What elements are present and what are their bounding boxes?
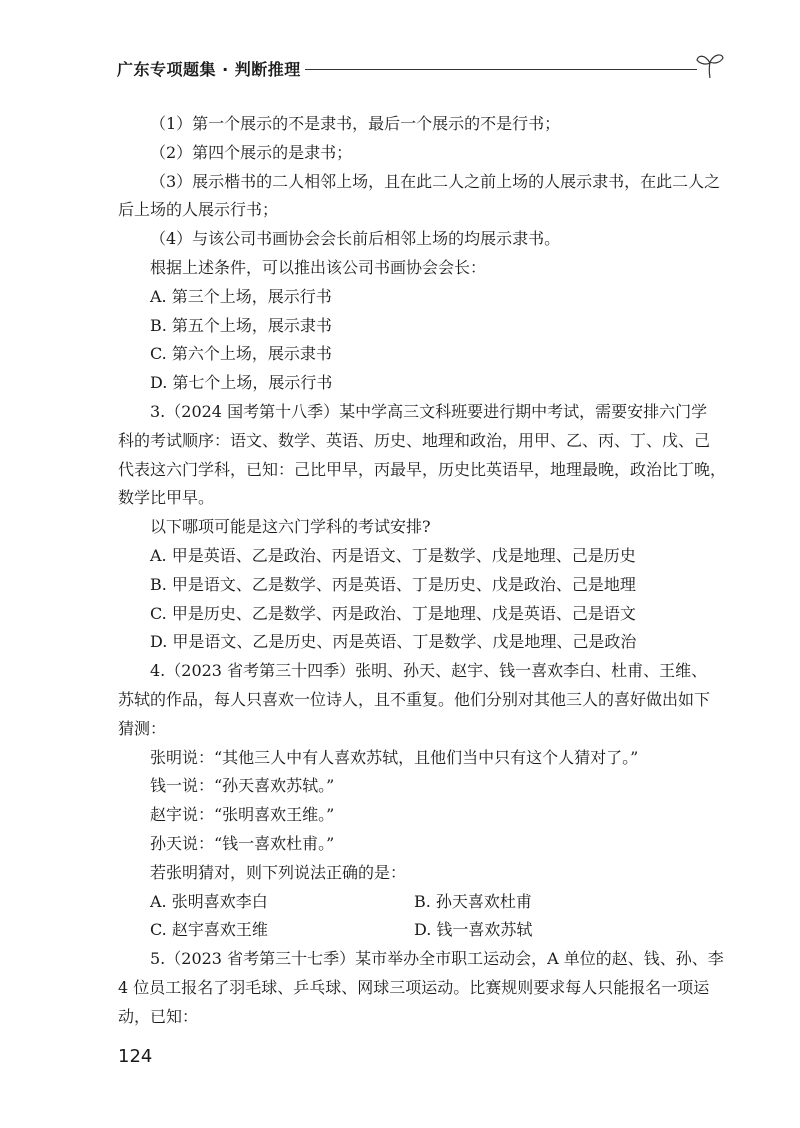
q2-condition-1: （1）第一个展示的不是隶书，最后一个展示的不是行书； bbox=[150, 114, 561, 133]
q3-option-b: B. 甲是语文、乙是数学、丙是英语、丁是历史、戊是政治、己是地理 bbox=[150, 574, 636, 594]
sprout-icon bbox=[695, 50, 725, 80]
q4-option-a: A. 张明喜欢李白 bbox=[150, 891, 268, 911]
q2-option-b: B. 第五个上场，展示隶书 bbox=[150, 315, 332, 335]
q2-condition-2: （2）第四个展示的是隶书； bbox=[150, 142, 353, 162]
q2-option-a: A. 第三个上场，展示行书 bbox=[150, 286, 332, 306]
q4-option-c: C. 赵宇喜欢王维 bbox=[150, 920, 268, 940]
q4-statement-2: 钱一说：“孙天喜欢苏轼。” bbox=[150, 776, 335, 796]
q3-option-a: A. 甲是英语、乙是政治、丙是语文、丁是数学、戊是地理、己是历史 bbox=[150, 545, 636, 565]
page-number: 124 bbox=[118, 1046, 153, 1067]
q4-stem-line-1: 4.（2023 省考第三十四季）张明、孙天、赵宇、钱一喜欢李白、杜甫、王维、 bbox=[150, 661, 708, 681]
q4-stem-line-3: 猜测： bbox=[118, 718, 167, 738]
q4-option-d: D. 钱一喜欢苏轼 bbox=[414, 920, 533, 940]
q5-stem-line-3: 动，已知： bbox=[118, 1006, 199, 1026]
q4-statement-4: 孙天说：“钱一喜欢杜甫。” bbox=[150, 833, 335, 853]
q3-option-d: D. 甲是语文、乙是历史、丙是英语、丁是数学、戊是地理、己是政治 bbox=[150, 632, 637, 652]
q2-option-d: D. 第七个上场，展示行书 bbox=[150, 373, 333, 393]
q4-stem-line-2: 苏轼的作品，每人只喜欢一位诗人，且不重复。他们分别对其他三人的喜好做出如下 bbox=[118, 689, 711, 709]
q4-statement-3: 赵宇说：“张明喜欢王维。” bbox=[150, 805, 335, 825]
q3-stem-line-4: 数学比甲早。 bbox=[118, 488, 215, 508]
q3-stem-line-2: 科的考试顺序：语文、数学、英语、历史、地理和政治，用甲、乙、丙、丁、戊、己 bbox=[118, 430, 711, 450]
q4-options-row-1 bbox=[118, 888, 678, 917]
q4-options-row-2 bbox=[118, 916, 678, 945]
q2-condition-4: （4）与该公司书画协会会长前后相邻上场的均展示隶书。 bbox=[150, 229, 561, 249]
q4-question: 若张明猜对，则下列说法正确的是： bbox=[150, 862, 407, 882]
q2-condition-3-line-1: （3）展示楷书的二人相邻上场，且在此二人之前上场的人展示隶书，在此二人之 bbox=[150, 171, 721, 191]
q5-stem-line-2: 4 位员工报名了羽毛球、乒乓球、网球三项运动。比赛规则要求每人只能报名一项运 bbox=[118, 977, 710, 997]
q3-option-c: C. 甲是历史、乙是数学、丙是政治、丁是地理、戊是英语、己是语文 bbox=[150, 603, 636, 623]
q3-stem-line-1: 3.（2024 国考第十八季）某中学高三文科班要进行期中考试，需要安排六门学 bbox=[150, 401, 708, 421]
q2-option-c: C. 第六个上场，展示隶书 bbox=[150, 344, 332, 364]
q2-question: 根据上述条件，可以推出该公司书画协会会长： bbox=[150, 257, 487, 277]
q5-stem-line-1: 5.（2023 省考第三十七季）某市举办全市职工运动会，A 单位的赵、钱、孙、李 bbox=[150, 949, 724, 969]
q2-condition-3-line-2: 后上场的人展示行书； bbox=[118, 200, 279, 220]
q3-question: 以下哪项可能是这六门学科的考试安排? bbox=[150, 517, 431, 537]
q3-stem-line-3: 代表这六门学科，已知：己比甲早，丙最早，历史比英语早，地理最晚，政治比丁晚， bbox=[118, 459, 727, 479]
page-body bbox=[118, 110, 727, 1032]
q4-option-b: B. 孙天喜欢杜甫 bbox=[414, 891, 532, 911]
running-header bbox=[117, 50, 717, 80]
header-rule bbox=[305, 69, 697, 70]
q4-statement-1: 张明说：“其他三人中有人喜欢苏轼，且他们当中只有这个人猜对了。” bbox=[150, 747, 639, 767]
header-title: 广东专项题集 · 判断推理 bbox=[117, 60, 301, 79]
